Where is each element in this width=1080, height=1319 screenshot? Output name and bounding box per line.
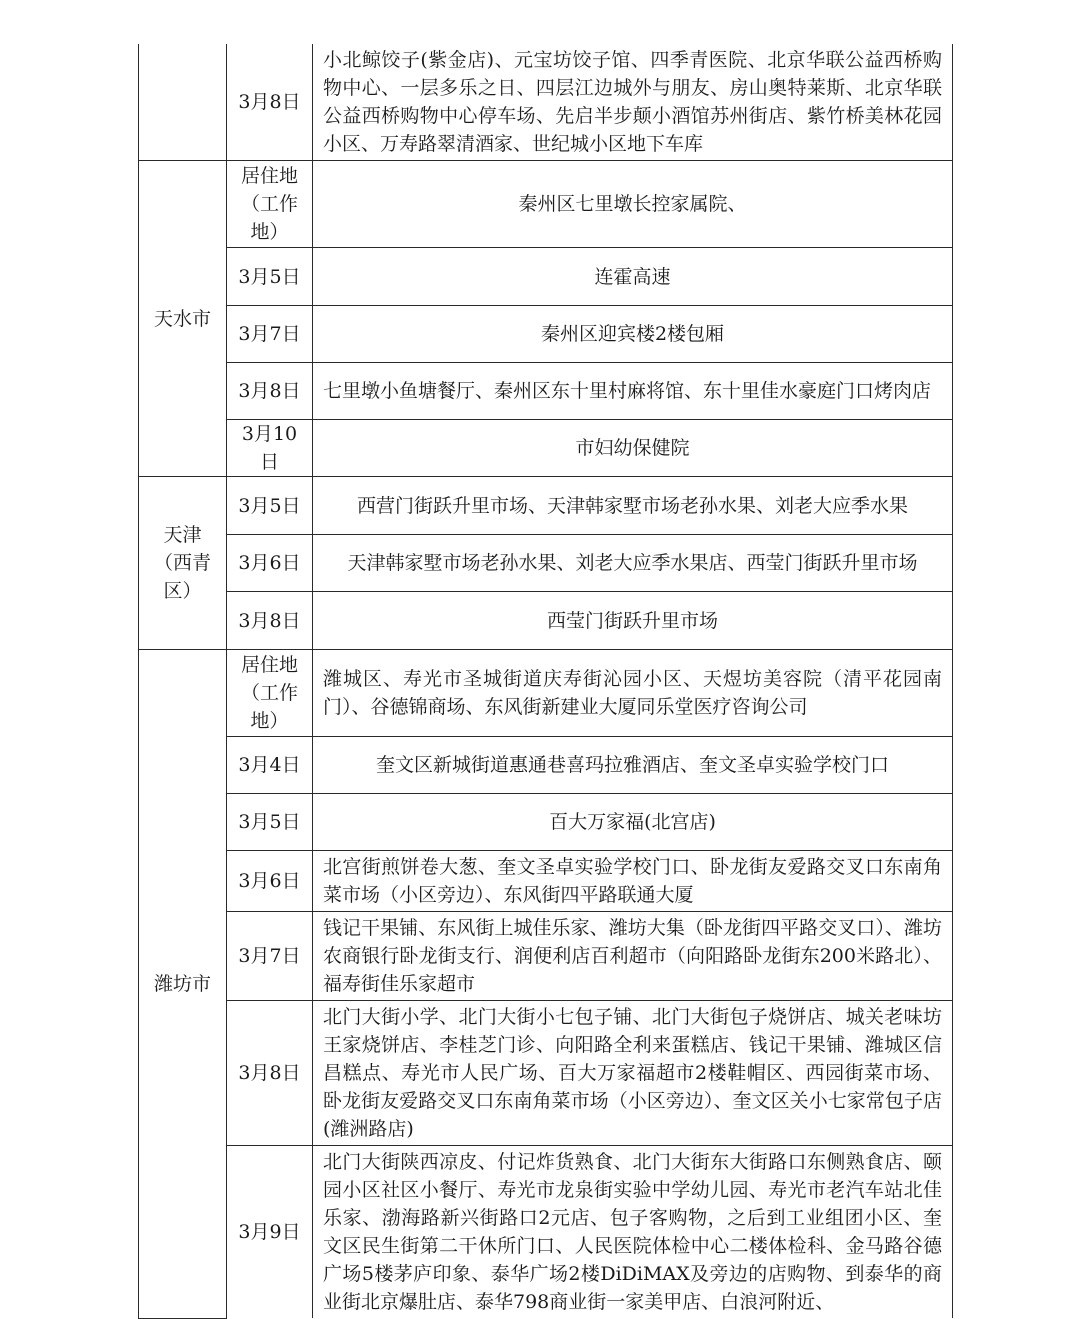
city-cell: 潍坊市 xyxy=(139,650,227,1319)
table-row xyxy=(139,1001,953,1146)
city-cell: 天津（西青区） xyxy=(139,477,227,650)
date-cell: 3月8日 xyxy=(227,1001,313,1146)
places-cell: 钱记干果铺、东风街上城佳乐家、潍坊大集（卧龙街四平路交叉口）、潍坊农商银行卧龙街支行、润便利店百利超市（向阳路卧龙街东200米路北）、福寿街佳乐家超市 xyxy=(313,912,953,1001)
places-cell: 潍城区、寿光市圣城街道庆寿街沁园小区、天煜坊美容院（清平花园南门）、谷德锦商场、东风街新建业大厦同乐堂医疗咨询公司 xyxy=(313,650,953,737)
date-cell: 3月5日 xyxy=(227,248,313,306)
date-cell: 3月8日 xyxy=(227,592,313,650)
table-row xyxy=(139,161,953,248)
places-cell: 秦州区迎宾楼2楼包厢 xyxy=(313,306,953,363)
table-row xyxy=(139,794,953,851)
table-row xyxy=(139,535,953,592)
places-cell: 北门大街陕西凉皮、付记炸货熟食、北门大街东大街路口东侧熟食店、颐园小区社区小餐厅、寿光市龙泉街实验中学幼儿园、寿光市老汽车站北佳乐家、渤海路新兴街路口2元店、包子客购物，之后到工业组团小区、奎文区民生街第二干休所门口、人民医院体检中心二楼体检科、金马路谷德广场5楼茅庐印象、泰华广场2楼DiDiMAX及旁边的店购物、到泰华的商业街北京爆肚店、泰华798商业街一家美甲店、白浪河附近、 xyxy=(313,1146,953,1319)
date-cell: 3月5日 xyxy=(227,794,313,851)
table-row xyxy=(139,248,953,306)
table-row xyxy=(139,851,953,912)
date-cell: 3月6日 xyxy=(227,851,313,912)
table-row xyxy=(139,306,953,363)
places-cell: 西莹门街跃升里市场 xyxy=(313,592,953,650)
table-row xyxy=(139,477,953,535)
table-row xyxy=(139,363,953,420)
date-cell: 3月8日 xyxy=(227,363,313,420)
places-cell: 北宫街煎饼卷大葱、奎文圣卓实验学校门口、卧龙街友爱路交叉口东南角菜市场（小区旁边）、东风街四平路联通大厦 xyxy=(313,851,953,912)
table-row xyxy=(139,1146,953,1319)
places-cell: 小北鲸饺子(紫金店)、元宝坊饺子馆、四季青医院、北京华联公益西桥购物中心、一层多乐之日、四层江边城外与朋友、房山奥特莱斯、北京华联公益西桥购物中心停车场、先启半步颠小酒馆苏州街店、紫竹桥美林花园小区、万寿路翠清酒家、世纪城小区地下车库 xyxy=(313,44,953,161)
places-cell: 百大万家福(北宫店) xyxy=(313,794,953,851)
places-cell: 市妇幼保健院 xyxy=(313,420,953,477)
table-row xyxy=(139,912,953,1001)
places-cell: 秦州区七里墩长控家属院、 xyxy=(313,161,953,248)
date-cell: 居住地（工作地） xyxy=(227,161,313,248)
date-cell: 3月4日 xyxy=(227,737,313,794)
city-cell: 天水市 xyxy=(139,161,227,477)
places-cell: 西营门街跃升里市场、天津韩家墅市场老孙水果、刘老大应季水果 xyxy=(313,477,953,535)
epidemic-itinerary-table xyxy=(138,44,953,1319)
places-cell: 连霍高速 xyxy=(313,248,953,306)
date-cell: 3月5日 xyxy=(227,477,313,535)
date-cell: 3月7日 xyxy=(227,306,313,363)
table-row xyxy=(139,737,953,794)
date-cell: 3月8日 xyxy=(227,44,313,161)
places-cell: 天津韩家墅市场老孙水果、刘老大应季水果店、西莹门街跃升里市场 xyxy=(313,535,953,592)
places-cell: 七里墩小鱼塘餐厅、秦州区东十里村麻将馆、东十里佳水豪庭门口烤肉店 xyxy=(313,363,953,420)
date-cell: 3月6日 xyxy=(227,535,313,592)
date-cell: 3月10日 xyxy=(227,420,313,477)
city-cell-continued xyxy=(139,44,227,161)
date-cell: 3月7日 xyxy=(227,912,313,1001)
places-cell: 奎文区新城街道惠通巷喜玛拉雅酒店、奎文圣卓实验学校门口 xyxy=(313,737,953,794)
table-row xyxy=(139,420,953,477)
table-row xyxy=(139,650,953,737)
date-cell: 3月9日 xyxy=(227,1146,313,1319)
table-row xyxy=(139,44,953,161)
date-cell: 居住地（工作地） xyxy=(227,650,313,737)
table-row xyxy=(139,592,953,650)
places-cell: 北门大街小学、北门大街小七包子铺、北门大街包子烧饼店、城关老味坊王家烧饼店、李桂芝门诊、向阳路全利来蛋糕店、钱记干果铺、潍城区信昌糕点、寿光市人民广场、百大万家福超市2楼鞋帽区、西园街菜市场、卧龙街友爱路交叉口东南角菜市场（小区旁边）、奎文区关小七家常包子店(潍洲路店) xyxy=(313,1001,953,1146)
